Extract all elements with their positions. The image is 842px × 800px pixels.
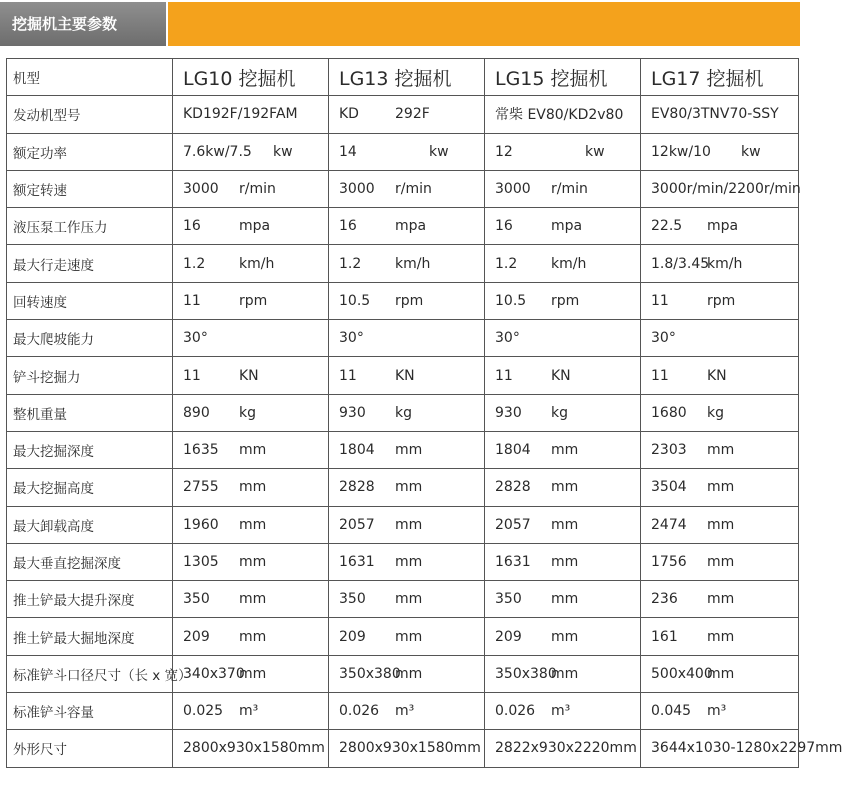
- row-label: 发动机型号: [7, 96, 173, 133]
- cell-unit: kw: [429, 143, 449, 160]
- cell-unit: mm: [707, 554, 735, 570]
- column-header: LG10 挖掘机: [173, 59, 329, 96]
- table-cell: [641, 506, 799, 543]
- cell-value: 16: [183, 218, 201, 235]
- table-cell: [173, 394, 329, 431]
- cell-value: 7.6kw/7.5: [183, 143, 252, 160]
- table-cell: [485, 320, 641, 357]
- table-cell: [641, 245, 799, 282]
- cell-value: 1.2: [495, 255, 518, 272]
- table-cell: [173, 506, 329, 543]
- table-row: [7, 469, 799, 506]
- table-cell: [329, 245, 485, 282]
- cell-unit: mm: [239, 554, 267, 570]
- cell-value: 890: [183, 404, 210, 421]
- table-row: [7, 170, 799, 207]
- table-cell: [173, 618, 329, 655]
- cell-unit: mm: [239, 665, 267, 682]
- table-row: [7, 320, 799, 357]
- cell-value: 0.045: [651, 703, 692, 720]
- cell-unit: mm: [551, 479, 579, 496]
- table-cell: [173, 581, 329, 618]
- table-cell: [641, 96, 799, 133]
- table-cell: [173, 208, 329, 245]
- cell-value: 0.026: [495, 703, 536, 720]
- cell-value: 12: [495, 143, 513, 160]
- cell-value: 1804: [339, 442, 375, 459]
- table-cell: [173, 96, 329, 133]
- cell-unit: rpm: [707, 292, 736, 309]
- cell-unit: km/h: [239, 255, 275, 272]
- cell-value: 30°: [183, 330, 208, 347]
- table-cell: [641, 655, 799, 692]
- cell-unit: mpa: [239, 218, 271, 235]
- cell-unit: mm: [395, 591, 423, 608]
- cell-value: 11: [183, 367, 201, 384]
- table-cell: [641, 133, 799, 170]
- cell-unit: mm: [551, 628, 579, 645]
- table-cell: [329, 618, 485, 655]
- cell-unit: mm: [239, 516, 267, 533]
- cell-value: 1804: [495, 442, 531, 459]
- row-label: 最大垂直挖掘深度: [7, 543, 173, 580]
- cell-unit: KN: [395, 367, 415, 384]
- cell-value: 2800x930x1580mm: [339, 740, 481, 757]
- cell-unit: 292F: [395, 106, 430, 123]
- row-label: 标准铲斗口径尺寸（长 x 宽）: [7, 655, 173, 692]
- cell-unit: mm: [395, 554, 423, 570]
- cell-value: 1305: [183, 554, 219, 570]
- cell-value: 2822x930x2220mm: [495, 740, 637, 757]
- cell-value: 1631: [495, 554, 531, 570]
- table-cell: [485, 96, 641, 133]
- row-label: 铲斗挖掘力: [7, 357, 173, 394]
- cell-value: 30°: [651, 330, 676, 347]
- cell-unit: KN: [239, 367, 259, 384]
- table-cell: [641, 618, 799, 655]
- cell-value: 30°: [339, 330, 364, 347]
- row-label: 额定转速: [7, 170, 173, 207]
- table-cell: [485, 655, 641, 692]
- table-cell: [173, 282, 329, 319]
- cell-value: 209: [339, 628, 366, 645]
- cell-unit: km/h: [707, 255, 743, 272]
- cell-value: 1631: [339, 554, 375, 570]
- table-row: [7, 655, 799, 692]
- table-row: [7, 357, 799, 394]
- cell-value: 16: [339, 218, 357, 235]
- table-cell: [485, 469, 641, 506]
- table-row: [7, 581, 799, 618]
- row-label: 最大行走速度: [7, 245, 173, 282]
- cell-unit: m³: [551, 703, 571, 720]
- cell-unit: rpm: [551, 292, 580, 309]
- table-cell: [173, 469, 329, 506]
- page-header: [0, 0, 800, 52]
- cell-unit: mm: [707, 591, 735, 608]
- cell-value: 3000: [495, 181, 531, 198]
- cell-value: KD192F/192FAM: [183, 106, 298, 123]
- cell-value: 1680: [651, 404, 687, 421]
- table-cell: [173, 655, 329, 692]
- cell-unit: r/min: [239, 181, 276, 198]
- cell-unit: mm: [239, 628, 267, 645]
- table-row: [7, 282, 799, 319]
- cell-unit: kw: [585, 143, 605, 160]
- table-cell: [329, 208, 485, 245]
- table-cell: [485, 730, 641, 767]
- cell-value: 1635: [183, 442, 219, 459]
- cell-value: 350x380: [495, 665, 557, 682]
- table-header-row: [7, 59, 799, 96]
- cell-value: 2828: [339, 479, 375, 496]
- cell-unit: m³: [239, 703, 259, 720]
- table-cell: [641, 320, 799, 357]
- table-cell: [329, 581, 485, 618]
- cell-value: 930: [339, 404, 366, 421]
- table-row: [7, 730, 799, 767]
- cell-unit: mpa: [707, 218, 739, 235]
- cell-unit: mm: [551, 665, 579, 682]
- cell-value: 209: [183, 628, 210, 645]
- cell-unit: mm: [239, 442, 267, 459]
- cell-unit: kg: [551, 404, 568, 421]
- table-cell: [485, 208, 641, 245]
- cell-unit: mm: [551, 516, 579, 533]
- cell-unit: kw: [741, 143, 761, 160]
- cell-unit: m³: [707, 703, 727, 720]
- table-cell: [485, 618, 641, 655]
- cell-value: 常柴 EV80/KD2v80: [495, 107, 624, 124]
- table-cell: [329, 506, 485, 543]
- table-cell: [641, 730, 842, 767]
- cell-unit: rpm: [239, 292, 268, 309]
- row-label: 液压泵工作压力: [7, 208, 173, 245]
- cell-value: 10.5: [339, 292, 371, 309]
- cell-unit: mm: [395, 628, 423, 645]
- cell-unit: mm: [239, 479, 267, 496]
- cell-value: 11: [339, 367, 357, 384]
- table-cell: [485, 431, 641, 468]
- table-cell: [329, 693, 485, 730]
- header-title: 挖掘机主要参数: [0, 2, 166, 46]
- cell-unit: mm: [707, 665, 735, 682]
- table-row: [7, 245, 799, 282]
- table-cell: [485, 581, 641, 618]
- table-cell: [485, 394, 641, 431]
- cell-value: 11: [183, 292, 201, 309]
- cell-value: 1.2: [339, 255, 362, 272]
- table-cell: [173, 431, 329, 468]
- cell-value: 2755: [183, 479, 219, 496]
- cell-value: 1756: [651, 554, 687, 570]
- table-row: [7, 133, 799, 170]
- cell-unit: mm: [707, 628, 735, 645]
- cell-value: 2474: [651, 516, 687, 533]
- table-cell: [173, 543, 329, 580]
- table-row: [7, 693, 799, 730]
- table-cell: [173, 693, 329, 730]
- table-row: [7, 543, 799, 580]
- table-cell: [329, 96, 485, 133]
- table-cell: [173, 245, 329, 282]
- column-header: 机型: [7, 59, 173, 96]
- cell-value: 350: [339, 591, 366, 608]
- cell-unit: mm: [395, 479, 423, 496]
- cell-value: 340x370: [183, 665, 245, 682]
- cell-value: 16: [495, 218, 513, 235]
- cell-value: 500x400: [651, 665, 713, 682]
- row-label: 最大挖掘高度: [7, 469, 173, 506]
- table-cell: [641, 581, 799, 618]
- cell-value: 3504: [651, 479, 687, 496]
- cell-unit: m³: [395, 703, 415, 720]
- cell-unit: km/h: [395, 255, 431, 272]
- cell-value: 2057: [339, 516, 375, 533]
- table-cell: [173, 133, 329, 170]
- cell-unit: mm: [395, 442, 423, 459]
- table-row: [7, 96, 799, 133]
- cell-value: 11: [651, 292, 669, 309]
- cell-value: 3000: [183, 181, 219, 198]
- row-label: 额定功率: [7, 133, 173, 170]
- cell-unit: kg: [395, 404, 412, 421]
- table-cell: [641, 208, 799, 245]
- row-label: 最大卸载高度: [7, 506, 173, 543]
- cell-value: 2800x930x1580mm: [183, 740, 325, 757]
- cell-unit: mm: [707, 479, 735, 496]
- table-cell: [329, 469, 485, 506]
- cell-value: 350: [495, 591, 522, 608]
- cell-unit: mpa: [395, 218, 427, 235]
- cell-unit: kg: [239, 404, 256, 421]
- table-row: [7, 506, 799, 543]
- table-cell: [485, 693, 641, 730]
- table-cell: [329, 170, 485, 207]
- cell-value: 1960: [183, 516, 219, 533]
- table-cell: [641, 282, 799, 319]
- cell-unit: mm: [551, 554, 579, 570]
- table-cell: [641, 170, 799, 207]
- cell-value: EV80/3TNV70-SSY: [651, 106, 779, 123]
- cell-unit: mpa: [551, 218, 583, 235]
- cell-unit: kg: [707, 404, 724, 421]
- row-label: 推土铲最大提升深度: [7, 581, 173, 618]
- row-label: 最大挖掘深度: [7, 431, 173, 468]
- cell-value: 2303: [651, 442, 687, 459]
- cell-value: 2057: [495, 516, 531, 533]
- table-cell: [329, 543, 485, 580]
- table-cell: [329, 431, 485, 468]
- cell-value: 14: [339, 143, 357, 160]
- cell-unit: km/h: [551, 255, 587, 272]
- column-header: LG17 挖掘机: [641, 59, 799, 96]
- table-row: [7, 618, 799, 655]
- table-row: [7, 394, 799, 431]
- table-cell: [641, 543, 799, 580]
- row-label: 整机重量: [7, 394, 173, 431]
- cell-value: 3000: [339, 181, 375, 198]
- table-cell: [329, 357, 485, 394]
- table-cell: [173, 320, 329, 357]
- cell-unit: KN: [707, 367, 727, 384]
- cell-value: 10.5: [495, 292, 527, 309]
- table-cell: [485, 133, 641, 170]
- table-cell: [329, 655, 485, 692]
- cell-value: 161: [651, 628, 678, 645]
- cell-value: 1.8/3.45: [651, 255, 710, 272]
- table-cell: [641, 693, 799, 730]
- cell-unit: mm: [707, 442, 735, 459]
- row-label: 最大爬坡能力: [7, 320, 173, 357]
- table-cell: [641, 357, 799, 394]
- cell-value: 30°: [495, 330, 520, 347]
- cell-value: 209: [495, 628, 522, 645]
- cell-unit: KN: [551, 367, 571, 384]
- cell-unit: mm: [239, 591, 267, 608]
- cell-unit: kw: [273, 143, 293, 160]
- row-label: 外形尺寸: [7, 730, 173, 767]
- table-cell: [173, 170, 329, 207]
- cell-value: 1.2: [183, 255, 206, 272]
- table-cell: [173, 357, 329, 394]
- table-cell: [641, 394, 799, 431]
- table-cell: [485, 543, 641, 580]
- cell-value: 0.026: [339, 703, 380, 720]
- table-cell: [641, 431, 799, 468]
- cell-value: 350: [183, 591, 210, 608]
- cell-value: KD: [339, 106, 359, 123]
- row-label: 回转速度: [7, 282, 173, 319]
- table-cell: [329, 133, 485, 170]
- table-row: [7, 208, 799, 245]
- table-cell: [485, 357, 641, 394]
- cell-value: 11: [495, 367, 513, 384]
- cell-value: 350x380: [339, 665, 401, 682]
- table-cell: [485, 282, 641, 319]
- table-row: [7, 431, 799, 468]
- cell-unit: r/min: [395, 181, 432, 198]
- cell-value: 236: [651, 591, 678, 608]
- cell-unit: r/min: [551, 181, 588, 198]
- cell-value: 12kw/10: [651, 143, 711, 160]
- column-header: LG15 挖掘机: [485, 59, 641, 96]
- cell-value: 0.025: [183, 703, 224, 720]
- row-label: 标准铲斗容量: [7, 693, 173, 730]
- cell-value: 3000r/min/2200r/min: [651, 181, 801, 198]
- spec-table: [6, 58, 842, 768]
- cell-unit: mm: [395, 665, 423, 682]
- table-cell: [329, 282, 485, 319]
- cell-value: 3644x1030-1280x2297mm: [651, 740, 842, 757]
- cell-unit: rpm: [395, 292, 424, 309]
- table-cell: [329, 394, 485, 431]
- table-cell: [329, 730, 485, 767]
- column-header: LG13 挖掘机: [329, 59, 485, 96]
- cell-unit: mm: [551, 591, 579, 608]
- cell-value: 11: [651, 367, 669, 384]
- cell-unit: mm: [551, 442, 579, 459]
- table-cell: [173, 730, 329, 767]
- cell-unit: mm: [707, 516, 735, 533]
- cell-value: 22.5: [651, 218, 683, 235]
- cell-unit: mm: [395, 516, 423, 533]
- cell-value: 2828: [495, 479, 531, 496]
- table-cell: [485, 170, 641, 207]
- table-cell: [485, 506, 641, 543]
- table-cell: [329, 320, 485, 357]
- table-cell: [485, 245, 641, 282]
- header-accent-bar: [168, 2, 800, 46]
- table-cell: [641, 469, 799, 506]
- row-label: 推土铲最大掘地深度: [7, 618, 173, 655]
- cell-value: 930: [495, 404, 522, 421]
